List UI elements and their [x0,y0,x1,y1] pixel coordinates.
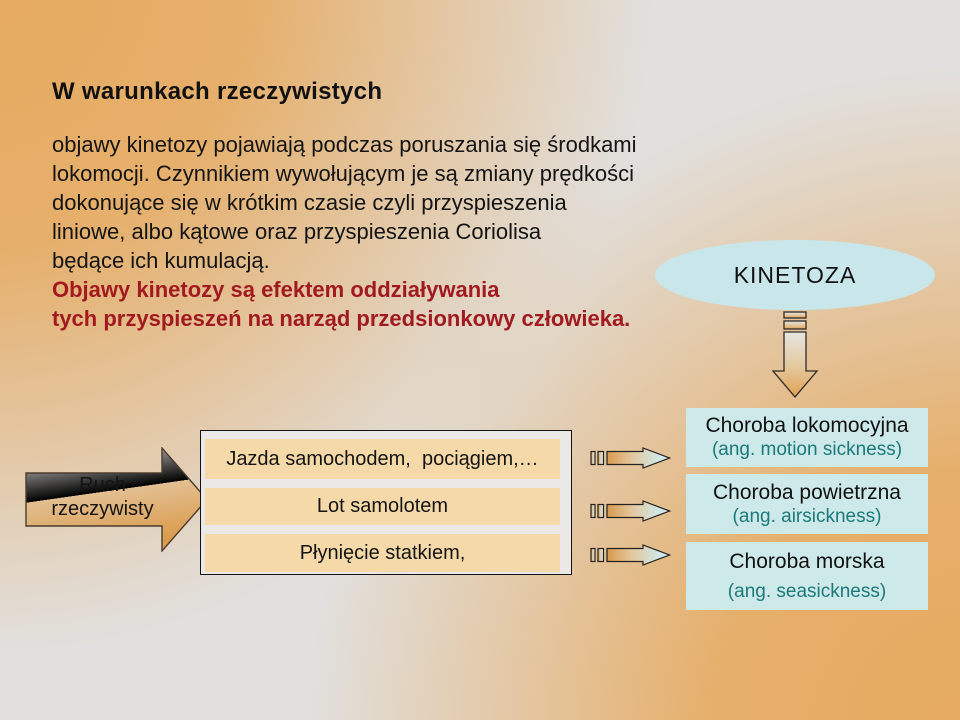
ruch-label-line2: rzeczywisty [51,498,154,520]
flow-arrow-icon [590,447,671,469]
disease-english: (ang. seasickness) [727,580,887,602]
disease-name: Choroba lokomocyjna [705,414,909,437]
red-emphasis-line: tych przyspieszeń na narząd przedsionkowy człowieka. [52,306,631,331]
disease-english: (ang. motion sickness) [711,439,903,460]
kinetoza-label: KINETOZA [733,261,857,288]
disease-box-powietrzna [686,474,928,534]
mode-row-car-train [205,439,560,479]
mode-row-plane [205,488,560,525]
paragraph-line: objawy kinetozy pojawiają podczas poruszania się środkami [52,132,637,157]
mode-row-ship [205,534,560,572]
kinetoza-ellipse [655,240,935,310]
disease-name: Choroba morska [729,549,885,573]
paragraph-line: lokomocji. Czynnikiem wywołującym je są zmiany prędkości [52,161,634,186]
ruch-label-line1: Ruch [79,474,126,496]
ruch-label [30,473,175,521]
flow-arrow-icon [590,500,671,522]
mode-row-label: Płynięcie statkiem, [299,541,466,564]
modes-box [200,430,572,575]
disease-box-morska [686,542,928,610]
mode-row-label: Lot samolotem [316,495,449,517]
disease-english: (ang. airsickness) [732,505,882,527]
mode-row-label: Jazda samochodem, pociągiem,… [226,447,539,470]
paragraph-line: liniowe, albo kątowe oraz przyspieszenia Coriolisa [52,219,542,244]
body-paragraph [52,130,637,333]
paragraph-line: dokonujące się w krótkim czasie czyli przyspieszenia [52,190,567,215]
red-emphasis-line: Objawy kinetozy są efektem oddziaływania [52,277,500,302]
striped-down-arrow-icon [771,311,819,399]
disease-name: Choroba powietrzna [713,480,901,504]
slide-title: W warunkach rzeczywistych [52,78,383,105]
flow-arrow-icon [590,544,671,566]
paragraph-line: będące ich kumulacją. [52,248,270,273]
disease-box-lokomocyjna [686,408,928,467]
